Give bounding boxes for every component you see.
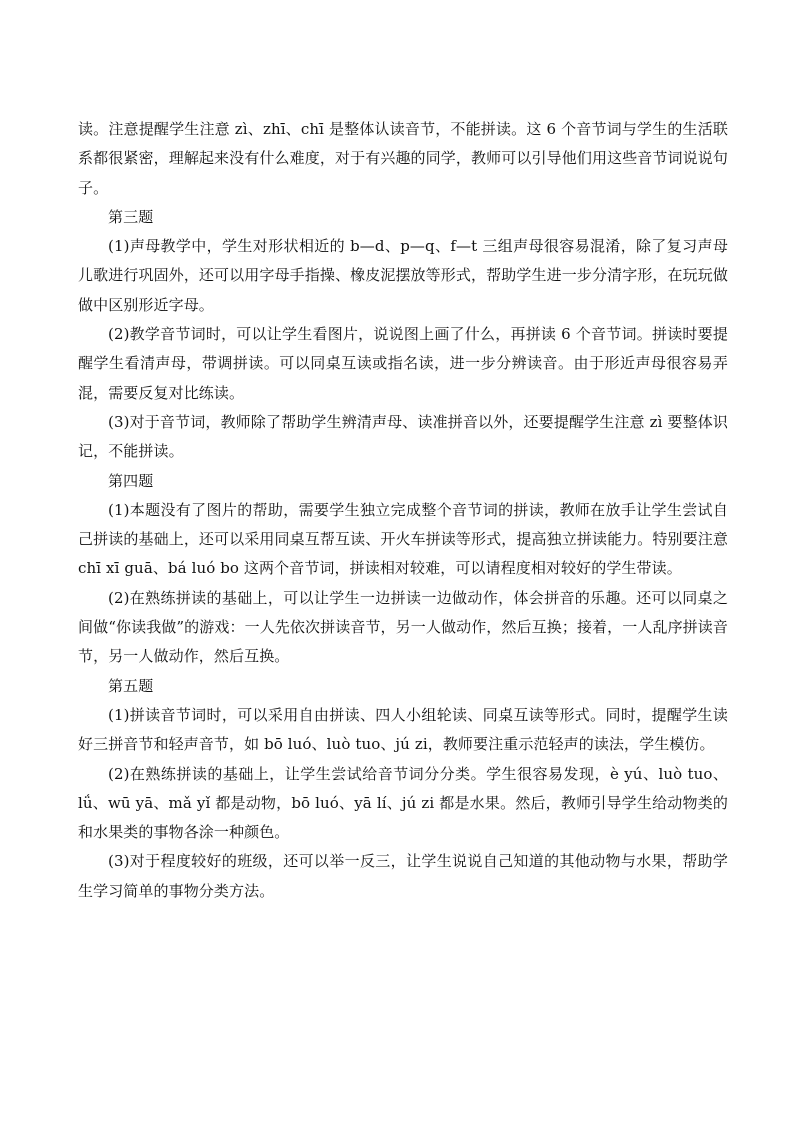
paragraph-4-1: (1)本题没有了图片的帮助，需要学生独立完成整个音节词的拼读，教师在放手让学生尝试自己拼读的基础上，还可以采用同桌互帮互读、开火车拼读等形式，提高独立拼读能力。特别要注意 chī xī guā、bá luó bo 这两个音节词，拼读相对较难，可以请程度相对较好的学生带读。: [78, 500, 728, 578]
paragraph-3-2: (2)教学音节词时，可以让学生看图片，说说图上画了什么，再拼读 6 个音节词。拼读时要提醒学生看清声母，带调拼读。可以同桌互读或指名读，进一步分辨读音。由于形近声母很容易弄混，需要反复对比练读。: [78, 325, 728, 402]
section-heading-3: 第三题: [108, 207, 154, 226]
paragraph-5-3: (3)对于程度较好的班级，还可以举一反三，让学生说说自己知道的其他动物与水果，帮助学生学习简单的事物分类方法。: [78, 852, 728, 900]
paragraph-3-1: (1)声母教学中，学生对形状相近的 b—d、p—q、f—t 三组声母很容易混淆，除了复习声母儿歌进行巩固外，还可以用字母手指操、橡皮泥摆放等形式，帮助学生进一步分清字形，在玩玩做做中区别形近字母。: [78, 237, 728, 314]
paragraph-3-3: (3)对于音节词，教师除了帮助学生辨清声母、读准拼音以外，还要提醒学生注意 zì 要整体识记，不能拼读。: [78, 412, 728, 461]
document-page: [78, 115, 728, 906]
paragraph-4-2: (2)在熟练拼读的基础上，可以让学生一边拼读一边做动作，体会拼音的乐趣。还可以同桌之间做“你读我做”的游戏：一人先依次拼读音节，另一人做动作，然后互换；接着，一人乱序拼读音节，另一人做动作，然后互换。: [78, 588, 728, 666]
section-heading-4: 第四题: [108, 471, 154, 490]
section-heading-5: 第五题: [108, 676, 154, 695]
paragraph-5-1: (1)拼读音节词时，可以采用自由拼读、四人小组轮读、同桌互读等形式。同时，提醒学生读好三拼音节和轻声音节，如 bō luó、luò tuo、jú zi，教师要注重示范轻声的读法，学生模仿。: [78, 705, 728, 754]
paragraph-intro: 读。注意提醒学生注意 zì、zhī、chī 是整体认读音节，不能拼读。这 6 个音节词与学生的生活联系都很紧密，理解起来没有什么难度，对于有兴趣的同学，教师可以引导他们用这些音节词说说句子。: [78, 120, 728, 197]
paragraph-5-2: (2)在熟练拼读的基础上，让学生尝试给音节词分分类。学生很容易发现，è yú、luò tuo、lǘ、wū yā、mǎ yǐ 都是动物，bō luó、yā lí、jú zi 都是水果。然后，教师引导学生给动物类的和水果类的事物各涂一种颜色。: [78, 764, 728, 842]
